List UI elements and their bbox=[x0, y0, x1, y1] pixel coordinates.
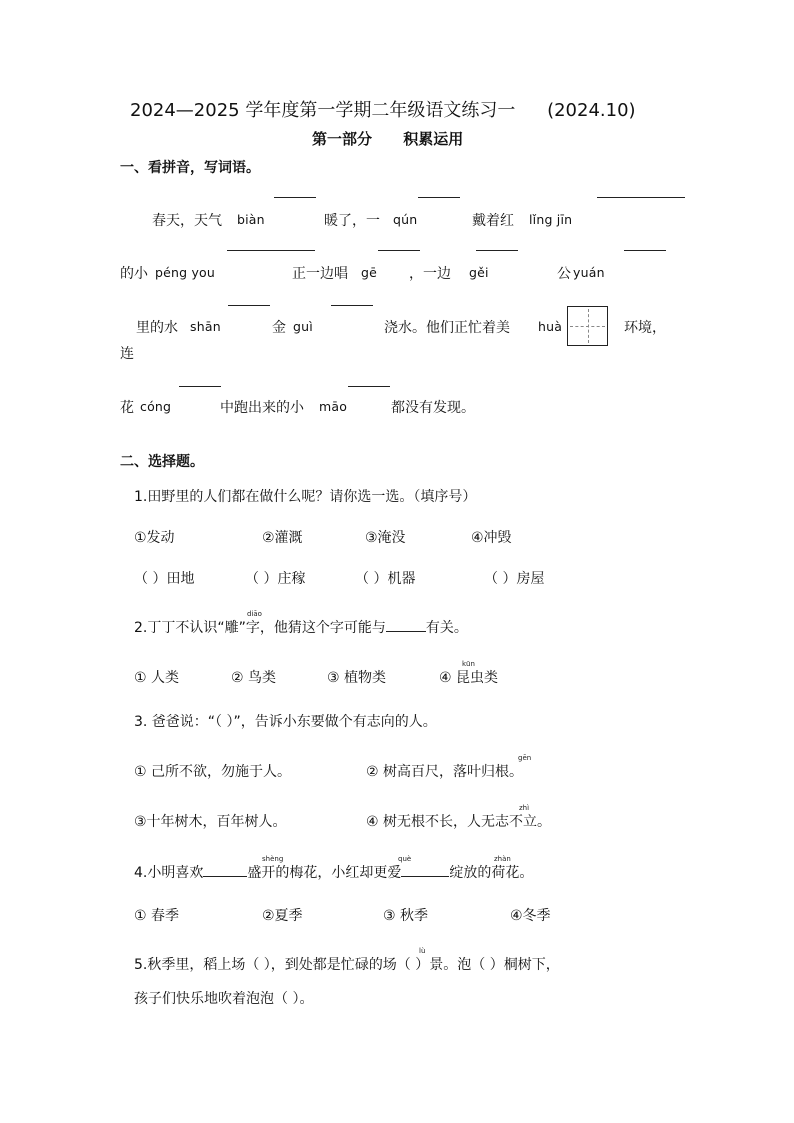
q3-option-2-pinyin: gēn bbox=[518, 754, 532, 762]
q4-pinyin-zhan: zhàn bbox=[494, 855, 511, 863]
s1-line2-text: 公 bbox=[557, 266, 571, 282]
q4-answer-blank[interactable] bbox=[203, 876, 247, 877]
tianzige-box[interactable] bbox=[567, 306, 608, 346]
s1-line2-text: 正一边唱 bbox=[292, 266, 348, 282]
q3-option-2-char: 根 bbox=[495, 764, 510, 780]
q1-option: ②灌溉 bbox=[262, 530, 303, 546]
q5-stem bbox=[134, 954, 560, 974]
q4-stem-a: 4.小明喜欢 bbox=[134, 865, 204, 881]
q2-option-4-num: ④ bbox=[439, 670, 452, 686]
worksheet-title bbox=[130, 96, 636, 122]
q1-fill[interactable]: （ ）庄稼 bbox=[245, 571, 306, 587]
answer-blank[interactable] bbox=[597, 197, 685, 198]
q3-option-2 bbox=[366, 761, 523, 781]
q2-stem-c: 有关。 bbox=[425, 620, 468, 636]
q3-option-4 bbox=[366, 811, 551, 831]
answer-blank[interactable] bbox=[476, 250, 518, 251]
q2-stem-a: 2.丁丁不认识“ bbox=[134, 620, 225, 636]
pinyin-shan: shān bbox=[190, 319, 221, 334]
q1-fill[interactable]: （ ）房屋 bbox=[484, 571, 545, 587]
q3-option: ③十年树木，百年树人。 bbox=[134, 814, 287, 830]
s1-line1-text: 戴着红 bbox=[472, 213, 514, 229]
q1-fill[interactable]: （ ）田地 bbox=[134, 571, 195, 587]
title-text: 2024—2025 学年度第一学期二年级语文练习一 bbox=[130, 100, 516, 121]
s1-line1-text: 春天，天气 bbox=[152, 213, 222, 229]
pinyin-ge: gē bbox=[361, 265, 378, 280]
q2-option: ③ 植物类 bbox=[327, 670, 387, 686]
q3-stem: 3. 爸爸说：“（ ）”，告诉小东要做个有志向的人。 bbox=[134, 714, 437, 730]
q2-option: ② 鸟类 bbox=[231, 670, 277, 686]
answer-blank[interactable] bbox=[227, 250, 315, 251]
pinyin-cong: cóng bbox=[140, 399, 172, 414]
answer-blank[interactable] bbox=[418, 197, 460, 198]
q4-stem-d: 放的荷花。 bbox=[463, 865, 534, 881]
q4-stem-b: 开的梅花，小红 bbox=[261, 865, 360, 881]
q5-stem-a: 5.秋季里，稻上场（ ），到处都是忙 bbox=[134, 957, 355, 973]
pinyin-pengyou: péng you bbox=[155, 265, 216, 280]
part-label: 第一部分 bbox=[312, 130, 373, 148]
q4-stem-c: 更爱 bbox=[373, 865, 402, 881]
q1-stem: 1.田野里的人们都在做什么呢？请你选一选。（填序号） bbox=[134, 489, 477, 505]
q1-option: ③淹没 bbox=[365, 530, 406, 546]
s1-line2-text: 的小 bbox=[120, 266, 148, 282]
s1-line3-text: 连 bbox=[120, 346, 134, 362]
q1-option: ④冲毁 bbox=[471, 530, 512, 546]
s1-line1-text: 暖了，一 bbox=[324, 213, 380, 229]
s1-line4-text: 都没有发现。 bbox=[391, 400, 475, 416]
q4-option: ③ 秋季 bbox=[383, 908, 429, 924]
pinyin-yuan: yuán bbox=[573, 265, 605, 280]
s1-line3-text: 环境， bbox=[624, 320, 666, 336]
s1-line3-text: 金 bbox=[272, 320, 286, 336]
q3-option-4-pinyin: zhì bbox=[519, 804, 530, 812]
q2-option: ① 人类 bbox=[134, 670, 180, 686]
part-name: 积累运用 bbox=[403, 130, 464, 148]
q3-option-4-a: ④ 树无根不长，人无 bbox=[366, 814, 496, 830]
pinyin-lingjin: lǐng jīn bbox=[529, 212, 573, 227]
s1-line3-text: 里的水 bbox=[136, 320, 178, 336]
s1-line4-text: 中跑出来的小 bbox=[220, 400, 304, 416]
q5-pinyin-lu: lù bbox=[419, 947, 426, 955]
q3-option-2-a: ② 树高百尺，落叶归 bbox=[366, 764, 496, 780]
q3-option: ① 己所不欲，勿施于人。 bbox=[134, 764, 292, 780]
title-date: (2024.10) bbox=[547, 100, 636, 121]
answer-blank[interactable] bbox=[348, 386, 390, 387]
q4-stem bbox=[134, 862, 533, 882]
s1-line4-text: 花 bbox=[120, 400, 134, 416]
q5-stem-b: 的场（ ）景。泡（ ）桐树下， bbox=[368, 957, 560, 973]
answer-blank[interactable] bbox=[378, 250, 420, 251]
q1-option: ①发动 bbox=[134, 530, 175, 546]
s1-line3-text: 浇水。他们正忙着美 bbox=[384, 320, 510, 336]
q2-char-pinyin: diāo bbox=[247, 610, 262, 618]
pinyin-qun: qún bbox=[393, 212, 418, 227]
q3-option-4-char: 志 bbox=[495, 814, 510, 830]
q2-stem-b: ”字，他猜这个字可能与 bbox=[238, 620, 386, 636]
q4-pinyin-que: què bbox=[398, 855, 412, 863]
answer-blank[interactable] bbox=[624, 250, 666, 251]
q4-char-zhan: 绽 bbox=[449, 865, 464, 881]
pinyin-mao: māo bbox=[319, 399, 348, 414]
q5-char-lu: 碌 bbox=[354, 957, 369, 973]
q1-fill[interactable]: （ ）机器 bbox=[355, 571, 416, 587]
q2-option-4-rest: 虫类 bbox=[470, 670, 499, 686]
section2-heading: 二、选择题。 bbox=[120, 454, 204, 470]
q4-pinyin-sheng: shèng bbox=[262, 855, 284, 863]
q4-answer-blank[interactable] bbox=[401, 876, 449, 877]
q4-char-que: 却 bbox=[359, 865, 374, 881]
pinyin-gei: gěi bbox=[469, 265, 489, 280]
q2-stem bbox=[134, 617, 468, 637]
q4-option: ① 春季 bbox=[134, 908, 180, 924]
q4-char-sheng: 盛 bbox=[247, 865, 262, 881]
q3-option-4-b: 不立。 bbox=[509, 814, 552, 830]
answer-blank[interactable] bbox=[274, 197, 316, 198]
s1-line2-text: ，一边 bbox=[409, 266, 451, 282]
q2-char: 雕 bbox=[224, 620, 239, 636]
q2-option-4 bbox=[439, 667, 498, 687]
q2-answer-blank[interactable] bbox=[386, 631, 426, 632]
pinyin-gui: guì bbox=[293, 319, 313, 334]
answer-blank[interactable] bbox=[179, 386, 221, 387]
q2-option-4-pinyin: kūn bbox=[462, 660, 475, 668]
section1-heading: 一、看拼音，写词语。 bbox=[120, 160, 260, 176]
answer-blank[interactable] bbox=[331, 305, 373, 306]
answer-blank[interactable] bbox=[228, 305, 270, 306]
q2-option-4-char: 昆 bbox=[456, 670, 471, 686]
q4-option: ②夏季 bbox=[262, 908, 303, 924]
q3-option-2-end: 。 bbox=[509, 764, 524, 780]
q5-line2: 孩子们快乐地吹着泡泡（ ）。 bbox=[134, 991, 314, 1007]
pinyin-bian: biàn bbox=[237, 212, 265, 227]
pinyin-hua: huà bbox=[538, 319, 563, 334]
part-heading bbox=[312, 128, 463, 149]
q4-option: ④冬季 bbox=[510, 908, 551, 924]
